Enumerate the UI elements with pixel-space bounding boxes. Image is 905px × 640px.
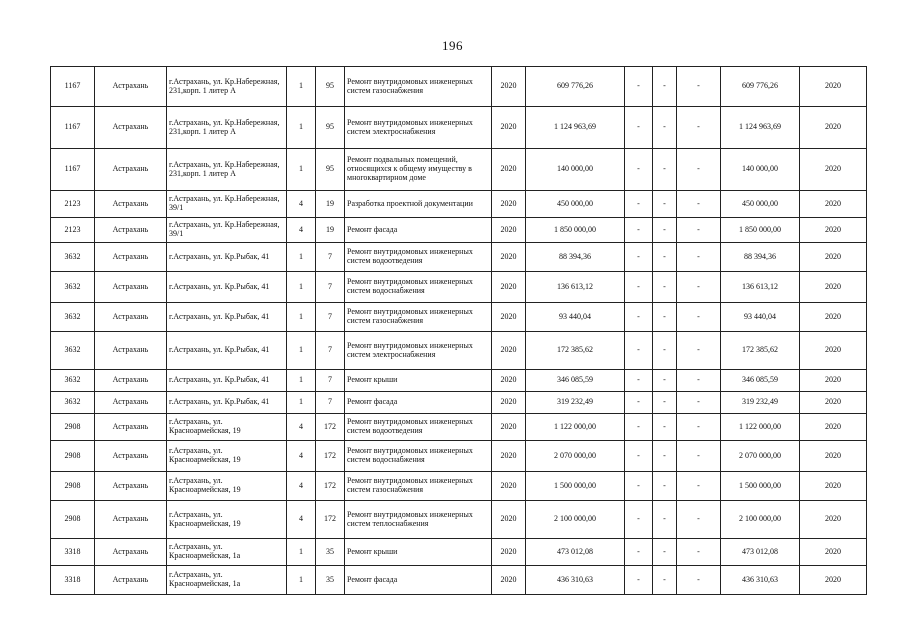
cost-cell: 88 394,36	[526, 243, 625, 272]
apartments-cell: 7	[316, 303, 345, 332]
work-type-cell: Ремонт внутридомовых инженерных систем водоснабжения	[345, 272, 492, 303]
cost-cell: 136 613,12	[526, 272, 625, 303]
table-row	[51, 67, 867, 107]
floors-cell: 1	[287, 332, 316, 370]
floors-cell: 1	[287, 303, 316, 332]
dash-cell: -	[625, 472, 653, 501]
cost-cell: 172 385,62	[526, 332, 625, 370]
completion-year-cell: 2020	[800, 441, 867, 472]
cost-cell: 1 850 000,00	[526, 218, 625, 243]
completion-year-cell: 2020	[800, 107, 867, 149]
work-type-cell: Ремонт внутридомовых инженерных систем теплоснабжения	[345, 501, 492, 539]
registry-code-cell: 3632	[51, 392, 95, 414]
registry-code-cell: 3632	[51, 370, 95, 392]
dash-cell: -	[677, 539, 721, 566]
completion-year-cell: 2020	[800, 501, 867, 539]
apartments-cell: 95	[316, 107, 345, 149]
year-cell: 2020	[492, 472, 526, 501]
city-cell: Астрахань	[95, 243, 167, 272]
dash-cell: -	[677, 243, 721, 272]
floors-cell: 1	[287, 272, 316, 303]
dash-cell: -	[677, 149, 721, 191]
dash-cell: -	[625, 303, 653, 332]
floors-cell: 4	[287, 501, 316, 539]
dash-cell: -	[677, 107, 721, 149]
city-cell: Астрахань	[95, 332, 167, 370]
registry-code-cell: 2908	[51, 472, 95, 501]
work-type-cell: Ремонт внутридомовых инженерных систем газоснабжения	[345, 472, 492, 501]
floors-cell: 1	[287, 67, 316, 107]
dash-cell: -	[677, 566, 721, 595]
apartments-cell: 7	[316, 332, 345, 370]
total-cost-cell: 136 613,12	[721, 272, 800, 303]
total-cost-cell: 319 232,49	[721, 392, 800, 414]
dash-cell: -	[653, 243, 677, 272]
total-cost-cell: 1 122 000,00	[721, 414, 800, 441]
floors-cell: 4	[287, 414, 316, 441]
table-row	[51, 149, 867, 191]
address-cell: г.Астрахань, ул. Красноармейская, 19	[167, 414, 287, 441]
dash-cell: -	[653, 107, 677, 149]
dash-cell: -	[653, 218, 677, 243]
dash-cell: -	[653, 272, 677, 303]
year-cell: 2020	[492, 303, 526, 332]
completion-year-cell: 2020	[800, 191, 867, 218]
apartments-cell: 172	[316, 414, 345, 441]
registry-code-cell: 3632	[51, 303, 95, 332]
city-cell: Астрахань	[95, 67, 167, 107]
total-cost-cell: 172 385,62	[721, 332, 800, 370]
registry-code-cell: 2908	[51, 414, 95, 441]
total-cost-cell: 93 440,04	[721, 303, 800, 332]
completion-year-cell: 2020	[800, 149, 867, 191]
floors-cell: 1	[287, 566, 316, 595]
repair-register-table	[50, 66, 867, 595]
completion-year-cell: 2020	[800, 243, 867, 272]
work-type-cell: Разработка проектной документации	[345, 191, 492, 218]
address-cell: г.Астрахань, ул. Кр.Набережная, 231,корп. 1 литер А	[167, 107, 287, 149]
dash-cell: -	[625, 107, 653, 149]
city-cell: Астрахань	[95, 218, 167, 243]
address-cell: г.Астрахань, ул. Кр.Рыбак, 41	[167, 243, 287, 272]
city-cell: Астрахань	[95, 441, 167, 472]
dash-cell: -	[625, 149, 653, 191]
registry-code-cell: 2123	[51, 218, 95, 243]
dash-cell: -	[653, 332, 677, 370]
dash-cell: -	[653, 539, 677, 566]
dash-cell: -	[653, 414, 677, 441]
dash-cell: -	[625, 441, 653, 472]
apartments-cell: 95	[316, 67, 345, 107]
floors-cell: 4	[287, 441, 316, 472]
cost-cell: 609 776,26	[526, 67, 625, 107]
city-cell: Астрахань	[95, 149, 167, 191]
cost-cell: 346 085,59	[526, 370, 625, 392]
dash-cell: -	[625, 392, 653, 414]
apartments-cell: 7	[316, 370, 345, 392]
dash-cell: -	[677, 441, 721, 472]
dash-cell: -	[653, 149, 677, 191]
address-cell: г.Астрахань, ул. Кр.Рыбак, 41	[167, 392, 287, 414]
address-cell: г.Астрахань, ул. Кр.Набережная, 39/1	[167, 191, 287, 218]
table-row	[51, 107, 867, 149]
city-cell: Астрахань	[95, 272, 167, 303]
dash-cell: -	[625, 501, 653, 539]
dash-cell: -	[677, 501, 721, 539]
total-cost-cell: 1 124 963,69	[721, 107, 800, 149]
work-type-cell: Ремонт крыши	[345, 370, 492, 392]
table-row	[51, 441, 867, 472]
city-cell: Астрахань	[95, 370, 167, 392]
total-cost-cell: 346 085,59	[721, 370, 800, 392]
completion-year-cell: 2020	[800, 272, 867, 303]
year-cell: 2020	[492, 370, 526, 392]
cost-cell: 473 012,08	[526, 539, 625, 566]
registry-code-cell: 2908	[51, 441, 95, 472]
cost-cell: 1 124 963,69	[526, 107, 625, 149]
apartments-cell: 172	[316, 441, 345, 472]
cost-cell: 93 440,04	[526, 303, 625, 332]
year-cell: 2020	[492, 67, 526, 107]
registry-code-cell: 2123	[51, 191, 95, 218]
year-cell: 2020	[492, 149, 526, 191]
cost-cell: 450 000,00	[526, 191, 625, 218]
registry-code-cell: 3632	[51, 332, 95, 370]
dash-cell: -	[677, 272, 721, 303]
work-type-cell: Ремонт внутридомовых инженерных систем водоотведения	[345, 243, 492, 272]
total-cost-cell: 1 850 000,00	[721, 218, 800, 243]
dash-cell: -	[677, 414, 721, 441]
apartments-cell: 35	[316, 566, 345, 595]
completion-year-cell: 2020	[800, 67, 867, 107]
apartments-cell: 7	[316, 243, 345, 272]
city-cell: Астрахань	[95, 303, 167, 332]
year-cell: 2020	[492, 392, 526, 414]
dash-cell: -	[625, 370, 653, 392]
work-type-cell: Ремонт внутридомовых инженерных систем водоснабжения	[345, 441, 492, 472]
address-cell: г.Астрахань, ул. Кр.Рыбак, 41	[167, 272, 287, 303]
year-cell: 2020	[492, 332, 526, 370]
table-row	[51, 370, 867, 392]
cost-cell: 2 100 000,00	[526, 501, 625, 539]
table-body	[51, 67, 867, 595]
total-cost-cell: 473 012,08	[721, 539, 800, 566]
table-row	[51, 472, 867, 501]
city-cell: Астрахань	[95, 414, 167, 441]
dash-cell: -	[625, 414, 653, 441]
table-row	[51, 218, 867, 243]
work-type-cell: Ремонт внутридомовых инженерных систем газоснабжения	[345, 303, 492, 332]
completion-year-cell: 2020	[800, 414, 867, 441]
dash-cell: -	[625, 191, 653, 218]
registry-code-cell: 3632	[51, 272, 95, 303]
floors-cell: 4	[287, 218, 316, 243]
floors-cell: 4	[287, 472, 316, 501]
floors-cell: 1	[287, 149, 316, 191]
work-type-cell: Ремонт внутридомовых инженерных систем электроснабжения	[345, 332, 492, 370]
page-number: 196	[442, 38, 463, 53]
address-cell: г.Астрахань, ул. Кр.Рыбак, 41	[167, 332, 287, 370]
address-cell: г.Астрахань, ул. Кр.Набережная, 39/1	[167, 218, 287, 243]
year-cell: 2020	[492, 272, 526, 303]
total-cost-cell: 2 100 000,00	[721, 501, 800, 539]
cost-cell: 140 000,00	[526, 149, 625, 191]
address-cell: г.Астрахань, ул. Кр.Набережная, 231,корп. 1 литер А	[167, 149, 287, 191]
cost-cell: 1 500 000,00	[526, 472, 625, 501]
dash-cell: -	[677, 332, 721, 370]
table-row	[51, 332, 867, 370]
cost-cell: 2 070 000,00	[526, 441, 625, 472]
city-cell: Астрахань	[95, 191, 167, 218]
dash-cell: -	[625, 566, 653, 595]
apartments-cell: 95	[316, 149, 345, 191]
year-cell: 2020	[492, 566, 526, 595]
dash-cell: -	[677, 191, 721, 218]
year-cell: 2020	[492, 539, 526, 566]
dash-cell: -	[677, 67, 721, 107]
work-type-cell: Ремонт внутридомовых инженерных систем электроснабжения	[345, 107, 492, 149]
dash-cell: -	[653, 303, 677, 332]
apartments-cell: 172	[316, 501, 345, 539]
floors-cell: 1	[287, 243, 316, 272]
floors-cell: 1	[287, 107, 316, 149]
address-cell: г.Астрахань, ул. Кр.Рыбак, 41	[167, 370, 287, 392]
address-cell: г.Астрахань, ул. Кр.Рыбак, 41	[167, 303, 287, 332]
apartments-cell: 35	[316, 539, 345, 566]
table-row	[51, 501, 867, 539]
registry-code-cell: 3318	[51, 539, 95, 566]
dash-cell: -	[625, 539, 653, 566]
address-cell: г.Астрахань, ул. Красноармейская, 19	[167, 501, 287, 539]
dash-cell: -	[653, 441, 677, 472]
apartments-cell: 19	[316, 218, 345, 243]
city-cell: Астрахань	[95, 566, 167, 595]
cost-cell: 319 232,49	[526, 392, 625, 414]
registry-code-cell: 3318	[51, 566, 95, 595]
year-cell: 2020	[492, 501, 526, 539]
address-cell: г.Астрахань, ул. Кр.Набережная, 231,корп. 1 литер А	[167, 67, 287, 107]
work-type-cell: Ремонт фасада	[345, 566, 492, 595]
dash-cell: -	[653, 370, 677, 392]
dash-cell: -	[653, 392, 677, 414]
completion-year-cell: 2020	[800, 303, 867, 332]
table-row	[51, 414, 867, 441]
city-cell: Астрахань	[95, 539, 167, 566]
total-cost-cell: 1 500 000,00	[721, 472, 800, 501]
dash-cell: -	[625, 243, 653, 272]
total-cost-cell: 88 394,36	[721, 243, 800, 272]
work-type-cell: Ремонт подвальных помещений, относящихся к общему имуществу в многоквартирном доме	[345, 149, 492, 191]
dash-cell: -	[677, 392, 721, 414]
dash-cell: -	[653, 566, 677, 595]
registry-code-cell: 1167	[51, 149, 95, 191]
dash-cell: -	[625, 332, 653, 370]
city-cell: Астрахань	[95, 501, 167, 539]
apartments-cell: 172	[316, 472, 345, 501]
table-row	[51, 566, 867, 595]
table-row	[51, 243, 867, 272]
address-cell: г.Астрахань, ул. Красноармейская, 1а	[167, 566, 287, 595]
completion-year-cell: 2020	[800, 370, 867, 392]
dash-cell: -	[653, 501, 677, 539]
dash-cell: -	[653, 67, 677, 107]
completion-year-cell: 2020	[800, 472, 867, 501]
year-cell: 2020	[492, 414, 526, 441]
total-cost-cell: 450 000,00	[721, 191, 800, 218]
total-cost-cell: 436 310,63	[721, 566, 800, 595]
year-cell: 2020	[492, 441, 526, 472]
address-cell: г.Астрахань, ул. Красноармейская, 19	[167, 441, 287, 472]
dash-cell: -	[677, 303, 721, 332]
year-cell: 2020	[492, 243, 526, 272]
work-type-cell: Ремонт фасада	[345, 392, 492, 414]
cost-cell: 436 310,63	[526, 566, 625, 595]
apartments-cell: 7	[316, 392, 345, 414]
registry-code-cell: 3632	[51, 243, 95, 272]
city-cell: Астрахань	[95, 472, 167, 501]
table-row	[51, 272, 867, 303]
city-cell: Астрахань	[95, 392, 167, 414]
dash-cell: -	[677, 218, 721, 243]
work-type-cell: Ремонт внутридомовых инженерных систем газоснабжения	[345, 67, 492, 107]
completion-year-cell: 2020	[800, 332, 867, 370]
dash-cell: -	[677, 472, 721, 501]
registry-code-cell: 1167	[51, 107, 95, 149]
dash-cell: -	[653, 191, 677, 218]
dash-cell: -	[653, 472, 677, 501]
completion-year-cell: 2020	[800, 539, 867, 566]
address-cell: г.Астрахань, ул. Красноармейская, 19	[167, 472, 287, 501]
work-type-cell: Ремонт крыши	[345, 539, 492, 566]
table-row	[51, 392, 867, 414]
total-cost-cell: 2 070 000,00	[721, 441, 800, 472]
table-row	[51, 191, 867, 218]
total-cost-cell: 609 776,26	[721, 67, 800, 107]
year-cell: 2020	[492, 107, 526, 149]
floors-cell: 1	[287, 392, 316, 414]
completion-year-cell: 2020	[800, 392, 867, 414]
apartments-cell: 7	[316, 272, 345, 303]
registry-code-cell: 1167	[51, 67, 95, 107]
dash-cell: -	[625, 218, 653, 243]
dash-cell: -	[625, 272, 653, 303]
floors-cell: 4	[287, 191, 316, 218]
total-cost-cell: 140 000,00	[721, 149, 800, 191]
registry-code-cell: 2908	[51, 501, 95, 539]
apartments-cell: 19	[316, 191, 345, 218]
dash-cell: -	[625, 67, 653, 107]
city-cell: Астрахань	[95, 107, 167, 149]
year-cell: 2020	[492, 218, 526, 243]
table-row	[51, 303, 867, 332]
completion-year-cell: 2020	[800, 218, 867, 243]
work-type-cell: Ремонт внутридомовых инженерных систем водоотведения	[345, 414, 492, 441]
address-cell: г.Астрахань, ул. Красноармейская, 1а	[167, 539, 287, 566]
work-type-cell: Ремонт фасада	[345, 218, 492, 243]
dash-cell: -	[677, 370, 721, 392]
table-row	[51, 539, 867, 566]
completion-year-cell: 2020	[800, 566, 867, 595]
floors-cell: 1	[287, 539, 316, 566]
cost-cell: 1 122 000,00	[526, 414, 625, 441]
year-cell: 2020	[492, 191, 526, 218]
floors-cell: 1	[287, 370, 316, 392]
